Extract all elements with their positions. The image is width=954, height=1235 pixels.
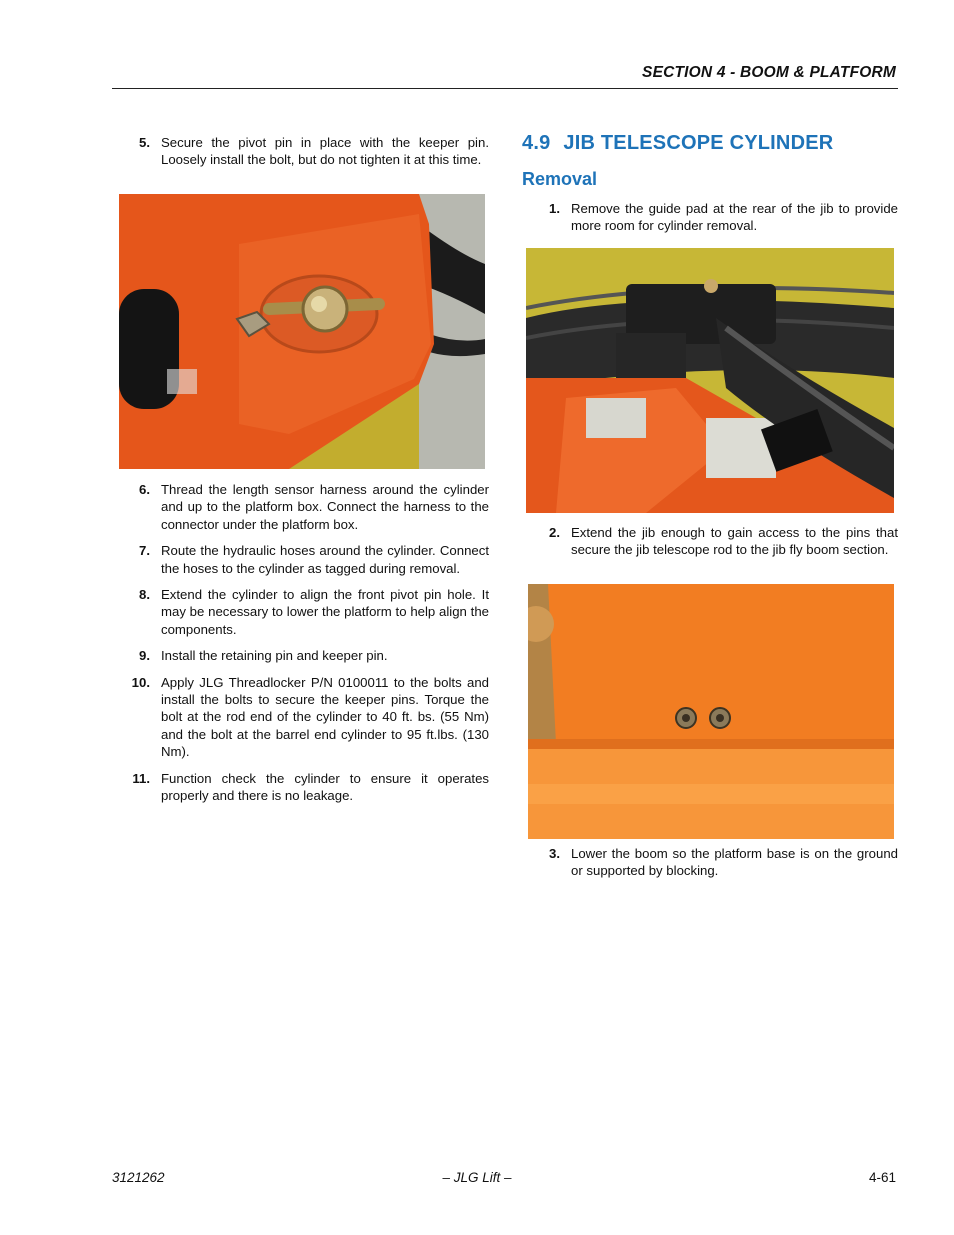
step-number: 2. xyxy=(549,525,560,540)
step-number: 6. xyxy=(139,482,150,497)
section-heading xyxy=(522,132,898,155)
photo-keeper-pin xyxy=(119,194,485,469)
header-rule xyxy=(112,88,898,89)
left-column xyxy=(112,134,489,178)
footer-page-number: 4-61 xyxy=(868,1170,896,1185)
footer-doc-number: 3121262 xyxy=(112,1170,165,1185)
step-number: 5. xyxy=(139,135,150,150)
left-column-steps xyxy=(112,481,489,814)
step-number: 3. xyxy=(549,846,560,861)
step-number: 8. xyxy=(139,587,150,603)
photo-jib-pins xyxy=(528,584,894,839)
step-7 xyxy=(112,542,489,577)
subheading: Removal xyxy=(522,169,598,189)
step-text: Install the retaining pin and keeper pin. xyxy=(161,648,388,664)
step-10 xyxy=(112,674,489,761)
step-text: Apply JLG Threadlocker P/N 0100011 to the bolts and install the bolts to secure the keeper pins. Torque the bolt at the rod end of the cylinder to 40 ft. bs. (55 Nm) and the bolt at the barrel end cylinder to 95 ft.lbs. (130 Nm). xyxy=(161,674,489,760)
step-text: Remove the guide pad at the rear of the jib to provide more room for cylinder removal. xyxy=(571,201,898,234)
step-number: 11. xyxy=(132,770,150,786)
step-3 xyxy=(522,845,898,880)
step-text: Secure the pivot pin in place with the keeper pin. Loosely install the bolt, but do not tighten it at this time. xyxy=(161,135,489,168)
section-header: SECTION 4 - BOOM & PLATFORM xyxy=(642,64,896,81)
photo-guide-pad xyxy=(526,248,894,513)
step-text: Extend the jib enough to gain access to the pins that secure the jib telescope rod to the jib fly boom section. xyxy=(571,525,898,558)
step-text: Extend the cylinder to align the front pivot pin hole. It may be necessary to lower the platform to help align the components. xyxy=(161,587,489,637)
step-6 xyxy=(112,481,489,533)
step-9 xyxy=(112,647,489,664)
step-number: 1. xyxy=(549,201,560,216)
step-text: Function check the cylinder to ensure it operates properly and there is no leakage. xyxy=(161,770,489,804)
footer-center: – JLG Lift – xyxy=(442,1170,512,1185)
step-text: Lower the boom so the platform base is on the ground or supported by blocking. xyxy=(571,846,898,879)
section-number: 4.9 xyxy=(522,132,551,154)
step-5 xyxy=(112,134,489,169)
step-8 xyxy=(112,586,489,638)
step-text: Route the hydraulic hoses around the cylinder. Connect the hoses to the cylinder as tagged during removal. xyxy=(161,543,489,576)
step-number: 7. xyxy=(139,543,150,559)
step-number: 10. xyxy=(131,674,150,690)
step-number: 9. xyxy=(139,648,150,664)
right-column-step-3 xyxy=(522,845,898,889)
section-heading-text: JIB TELESCOPE CYLINDER xyxy=(563,132,834,154)
right-column-step-2 xyxy=(522,524,898,568)
step-11 xyxy=(112,770,489,805)
step-text: Thread the length sensor harness around the cylinder and up to the platform box. Connect the harness to the connector under the platform box. xyxy=(161,482,489,532)
right-column xyxy=(522,132,898,244)
step-2 xyxy=(522,524,898,559)
step-1 xyxy=(522,200,898,235)
